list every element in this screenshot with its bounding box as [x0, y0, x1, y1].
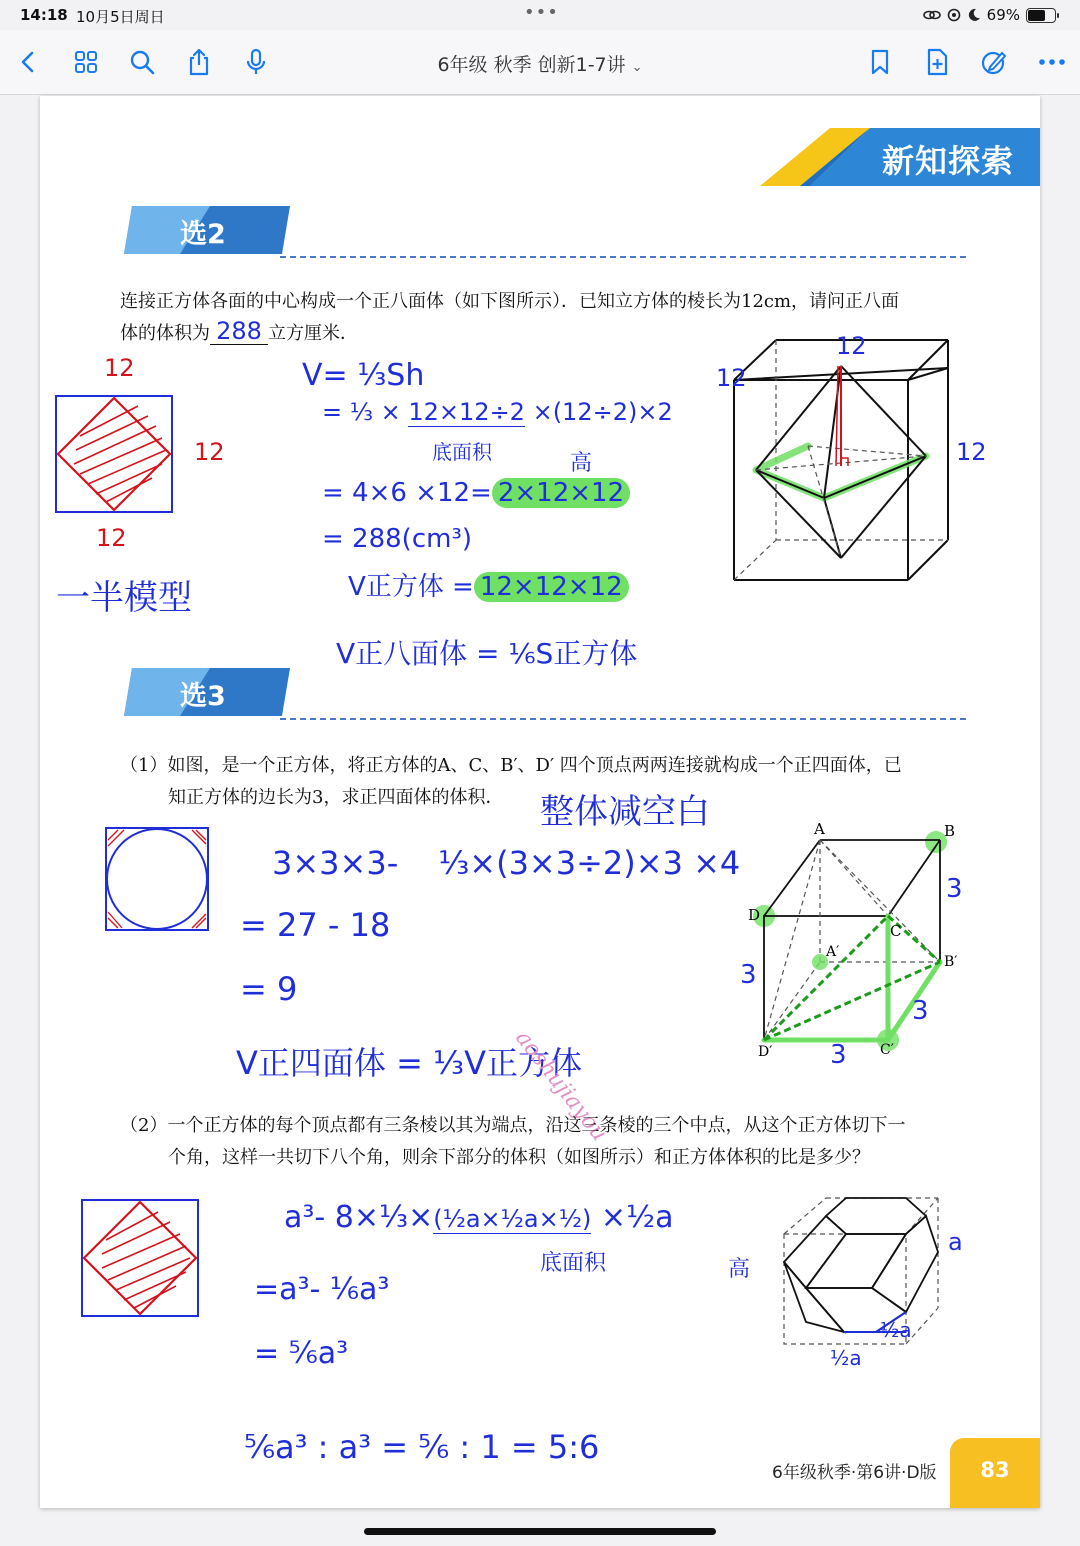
problem-3-2-line2: 个角，这样一共切下八个角，则余下部分的体积（如图所示）和正方体体积的比是多少？	[168, 1147, 870, 1168]
hw2-line5: V正方体 = 12×12×12	[348, 566, 629, 603]
moon-icon	[967, 8, 981, 22]
hw4-line2: =a³- ⅙a³	[254, 1272, 390, 1307]
hw2-line6: V正八面体 = ⅙S正方体	[336, 637, 638, 670]
svg-text:D: D	[748, 906, 761, 924]
hw2-line1: V= ⅓Sh	[302, 358, 425, 393]
svg-text:A′: A′	[826, 944, 840, 960]
side-a-label: a	[948, 1228, 963, 1256]
document-title-text: 6年级 秋季 创新1-7讲	[437, 54, 626, 76]
problem-2-line2: 体的体积为 288 立方厘米．	[120, 317, 358, 345]
section-divider	[280, 256, 966, 258]
circle-square-diagram	[100, 822, 220, 942]
markup-pen-icon[interactable]	[978, 46, 1010, 78]
problem-2-line1: 连接正方体各面的中心构成一个正八面体（如下图所示）．已知立方体的棱长为12cm，请问正八面	[120, 291, 900, 312]
answer-288: 288	[210, 318, 268, 345]
hw4-line3: = ⅚a³	[254, 1336, 349, 1371]
side-label-top: 12	[104, 354, 135, 382]
section-tag-label: 选3	[180, 681, 226, 712]
square-model-diagram-2	[76, 1194, 206, 1324]
multitask-dots[interactable]: •••	[524, 2, 559, 23]
label-base-area: 底面积	[432, 440, 492, 464]
toolbar	[0, 30, 1080, 95]
status-bar	[0, 0, 1080, 30]
status-time: 14:18	[20, 6, 68, 24]
edge-label-1: 3	[946, 874, 963, 904]
hw2-line3: = 4×6 ×12= 2×12×12	[322, 478, 630, 508]
side-label-bottom: 12	[96, 524, 127, 552]
problem-3-2-text	[120, 1110, 1010, 1174]
truncated-cube-diagram	[776, 1192, 956, 1352]
more-icon[interactable]	[1036, 46, 1068, 78]
banner-label: 新知探索	[881, 142, 1014, 180]
at-icon	[947, 8, 961, 22]
hw4-line4: ⅚a³ : a³ = ⅚ : 1 = 5:6	[244, 1428, 600, 1466]
svg-text:A: A	[814, 820, 825, 838]
svg-text:C′: C′	[880, 1042, 894, 1058]
hw4-line1: a³- 8×⅓×(½a×½a×½) ×½a	[284, 1200, 674, 1235]
edge-label-2: 3	[740, 960, 757, 990]
tetrahedron-cube-diagram	[740, 818, 1000, 1058]
edge-label-4: 3	[830, 1040, 847, 1070]
hw3-line3: = 9	[240, 970, 298, 1008]
highlight-12x12x12: 12×12×12	[474, 572, 629, 602]
highlight-2x12x12: 2×12×12	[492, 478, 630, 508]
document-title[interactable]	[0, 50, 1080, 77]
hw3-line1: 3×3×3- ⅓×(3×3÷2)×3 ×4	[272, 844, 741, 882]
home-indicator[interactable]	[364, 1528, 716, 1535]
half-a-label-1: ½a	[880, 1318, 912, 1342]
page-number-tab	[950, 1438, 1040, 1508]
page-number: 83	[980, 1458, 1010, 1482]
half-a-label-2: ½a	[830, 1346, 862, 1370]
problem-3-1-line2: 知正方体的边长为3，求正四面体的体积．	[168, 787, 504, 808]
watermark-text: aoshujiayou	[510, 1026, 612, 1147]
side-label-right: 12	[194, 438, 225, 466]
hw3-note: 整体减空白	[540, 792, 710, 832]
section-tag-2	[120, 204, 290, 256]
label-base-area-2: 底面积	[540, 1251, 607, 1276]
edge-label-3: 3	[912, 996, 929, 1026]
document-page[interactable]	[40, 96, 1040, 1508]
section-tag-3	[120, 666, 290, 718]
add-page-icon[interactable]	[921, 46, 953, 78]
link-icon	[923, 8, 941, 22]
svg-text:B: B	[944, 822, 956, 840]
section-divider	[280, 718, 966, 720]
section-banner	[760, 128, 1040, 186]
hw2-line2: = ⅓ × 12×12÷2 ×(12÷2)×2	[322, 398, 673, 426]
cube-label-left: 12	[716, 364, 747, 392]
svg-text:C: C	[890, 922, 902, 940]
hw2-line4: = 288(cm³)	[322, 524, 473, 554]
chevron-down-icon: ⌄	[631, 60, 643, 75]
status-right	[923, 6, 1056, 24]
problem-3-2-line1: （2）一个正方体的每个顶点都有三条棱以其为端点，沿这三条棱的三个中点，从这个正方体切下一	[120, 1115, 906, 1136]
problem-3-1-line1: （1）如图，是一个正方体，将正方体的A、C、B′、D′ 四个顶点两两连接就构成一个正四面体，已	[120, 755, 902, 776]
half-model-note: 一半模型	[56, 578, 192, 618]
battery-percent: 69%	[986, 6, 1020, 24]
footer-text: 6年级秋季·第6讲·D版	[772, 1463, 937, 1483]
label-height: 高	[570, 451, 593, 476]
section-tag-label: 选2	[180, 219, 226, 250]
svg-text:D′: D′	[758, 1044, 773, 1058]
status-date: 10月5日周日	[76, 8, 165, 26]
bookmark-icon[interactable]	[864, 46, 896, 78]
cube-label-top: 12	[836, 332, 867, 360]
battery-icon	[1026, 8, 1056, 23]
hw3-line4: V正四面体 = ⅓V正方体	[236, 1044, 582, 1082]
label-height-2: 高	[728, 1257, 751, 1282]
svg-text:B′: B′	[944, 954, 958, 970]
cube-label-right: 12	[956, 438, 987, 466]
hw3-line2: = 27 - 18	[240, 906, 391, 944]
